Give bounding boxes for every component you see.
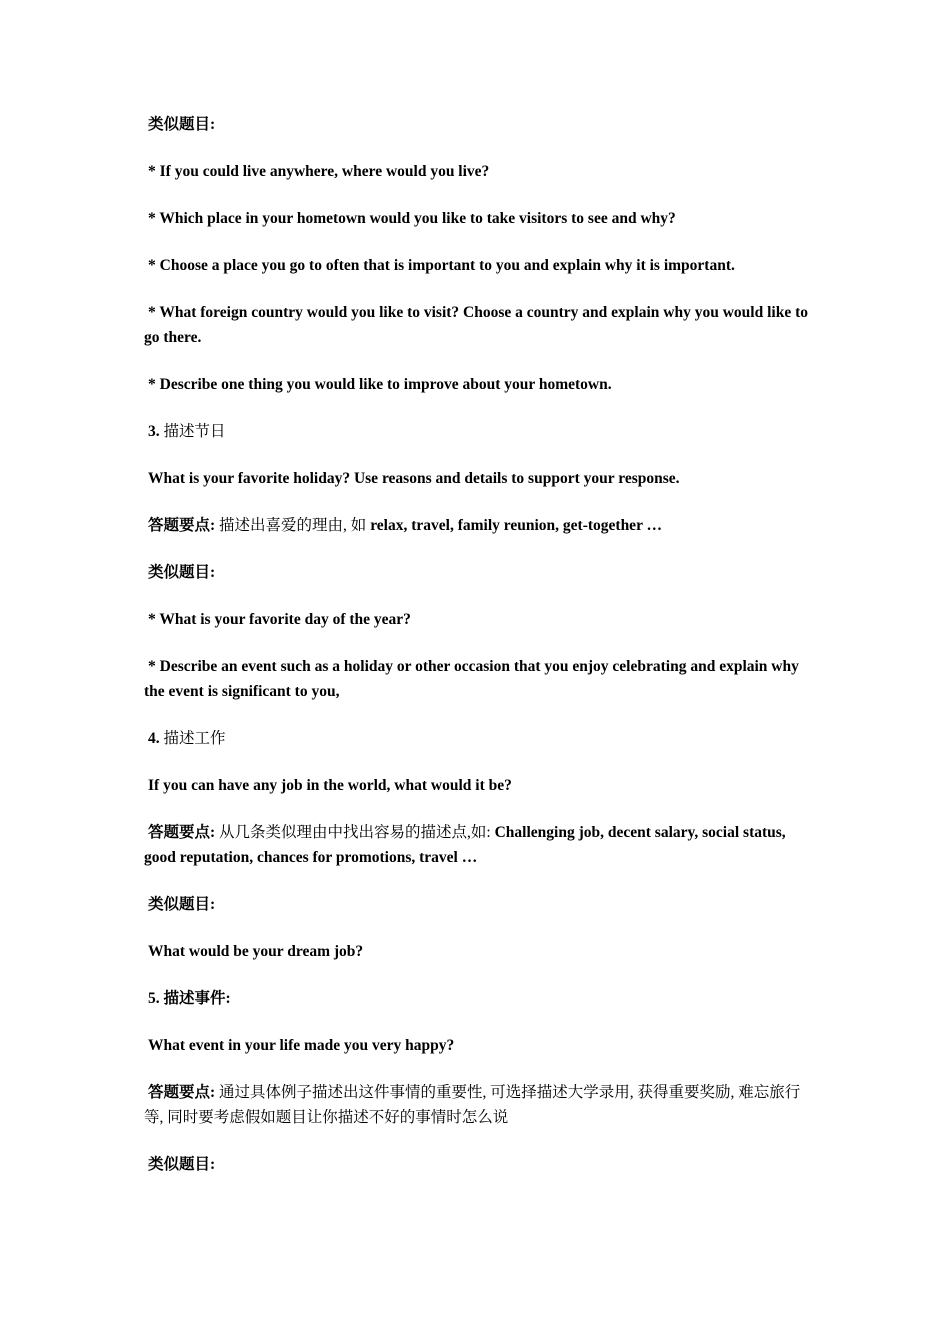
question-item: * Choose a place you go to often that is important to you and explain why it is important. [148,257,735,274]
similar-questions-heading: 类似题目: [148,1156,216,1173]
document-page [144,112,812,1199]
answer-label: 答题要点: [148,1084,216,1101]
answer-text: 通过具体例子描述出这件事情的重要性, 可选择描述大学录用, 获得重要奖励, 难忘旅行等, 同时要考虑假如题目让你描述不好的事情时怎么说 [144,1084,801,1126]
similar-questions-heading: 类似题目: [148,116,216,133]
section-heading-5 [144,986,812,1011]
answer-key-points [144,820,812,870]
main-question: What is your favorite holiday? Use reasons and details to support your response. [148,470,680,487]
section-title: 描述工作 [163,730,226,747]
question-item: What would be your dream job? [148,943,364,960]
section-number: 5. [148,990,160,1007]
question-item: * Describe one thing you would like to improve about your hometown. [148,376,612,393]
section-number: 3. [148,423,160,440]
section-title: 描述节日 [163,423,226,440]
answer-label: 答题要点: [148,824,216,841]
similar-questions-heading: 类似题目: [148,896,216,913]
section-title: 描述事件: [163,990,231,1007]
answer-text: 描述出喜爱的理由, 如 [219,517,367,534]
question-item: * What is your favorite day of the year? [148,611,411,628]
section-heading-4 [144,726,812,751]
question-item: * Which place in your hometown would you like to take visitors to see and why? [148,210,676,227]
answer-key-points [144,513,812,538]
question-item: * What foreign country would you like to visit? Choose a country and explain why you would like to go there. [144,304,808,346]
main-question: What event in your life made you very happy? [148,1037,455,1054]
question-item: * Describe an event such as a holiday or other occasion that you enjoy celebrating and explain why the event is significant to you, [144,658,799,700]
similar-questions-heading: 类似题目: [148,564,216,581]
answer-text: 从几条类似理由中找出容易的描述点,如: [219,824,491,841]
question-item: * If you could live anywhere, where would you live? [148,163,490,180]
section-heading-3 [144,419,812,444]
answer-keywords: relax, travel, family reunion, get-together … [370,517,663,534]
answer-label: 答题要点: [148,517,216,534]
answer-keywords: Challenging job, decent salary, social status, good reputation, chances for promotions, travel … [144,824,786,866]
answer-key-points [144,1080,812,1130]
section-number: 4. [148,730,160,747]
main-question: If you can have any job in the world, what would it be? [148,777,512,794]
